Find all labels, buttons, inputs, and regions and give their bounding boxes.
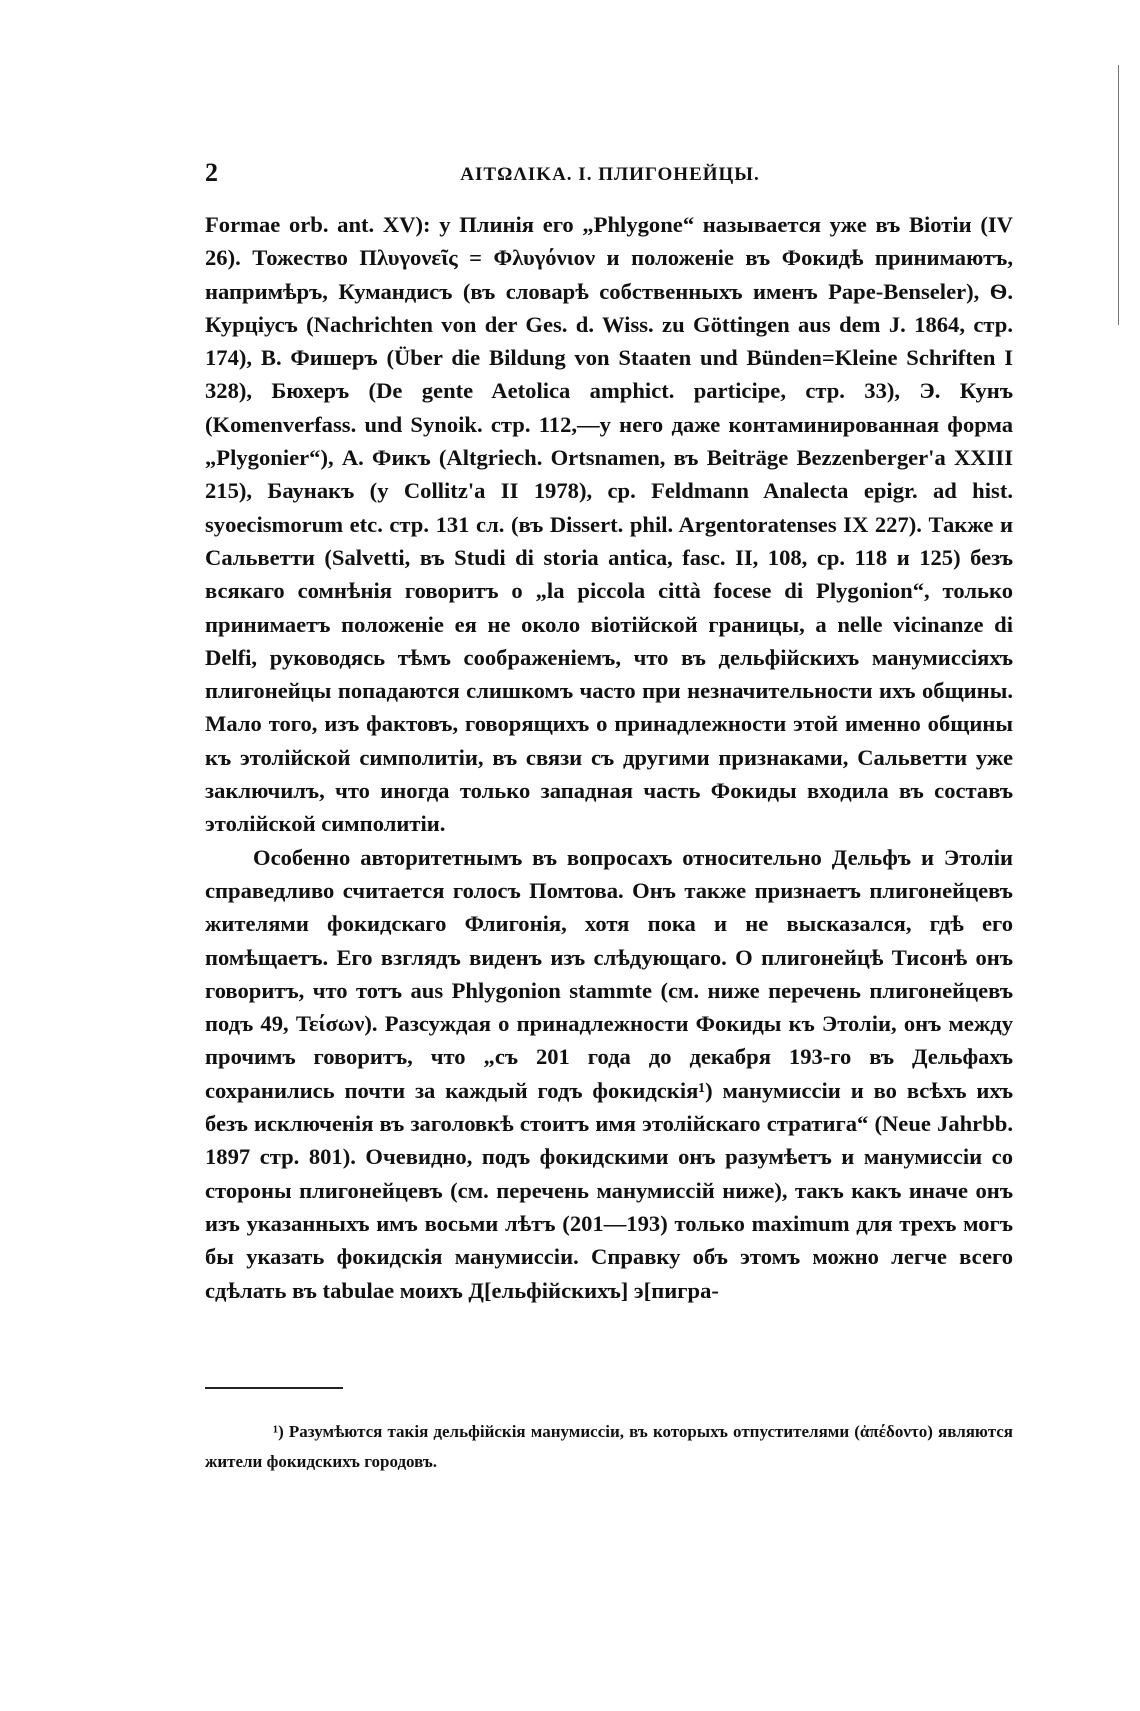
footnote-separator [205, 1387, 343, 1389]
footnote: ¹) Разумѣются такія дельфійскія манумиссіи, въ которыхъ отпустителями (ἀπέδοντο) являются жители фокидскихъ городовъ. [205, 1422, 1013, 1471]
running-head [205, 158, 1015, 198]
page-number: 2 [205, 158, 218, 187]
running-head-title: AITΩΛIKA. I. ПЛИГОНЕЙЦЫ. [460, 164, 760, 185]
paragraph-1: Formae orb. ant. XV): у Плинія его „Phlygone“ называется уже въ Віотіи (IV 26). Тожество Πλυγονεῖς = Φλυγόνιον и положеніе въ Фокидѣ принимаютъ, напримѣръ, Кумандисъ (въ словарѣ собственныхъ именъ Pape-Benseler), Ѳ. Курціусъ (Nachrichten von der Ges. d. Wiss. zu Göttingen aus dem J. 1864, стр. 174), В. Фишеръ (Über die Bildung von Staaten und Bünden=Kleine Schriften I 328), Бюхеръ (De gente Aetolica amphict. participe, стр. 33), Э. Кунъ (Komenverfass. und Synoik. стр. 112,—у него даже контаминированная форма „Plygonier“), А. Фикъ (Altgriech. Ortsnamen, въ Beiträge Bezzenberger'a XXIII 215), Баунакъ (у Collitz'a II 1978), ср. Feldmann Analecta epigr. ad hist. syoecismorum etc. стр. 131 сл. (въ Dissert. phil. Argentoratenses IX 227). Также и Сальветти (Salvetti, въ Studi di storia antica, fasc. II, 108, ср. 118 и 125) безъ всякаго сомнѣнія говоритъ о „la piccola città focese di Plygonion“, только принимаетъ положеніе ея не около віотійской границы, а nelle vicinanze di Delfi, руководясь тѣмъ соображеніемъ, что въ дельфійскихъ манумиссіяхъ плигонейцы попадаются слишкомъ часто при незначительности ихъ общины. Мало того, изъ фактовъ, говорящихъ о принадлежности этой именно общины къ этолійской симполитіи, въ связи съ другими признаками, Сальветти уже заключилъ, что иногда только западная часть Фокиды входила въ составъ этолійской симполитіи. [205, 212, 1013, 837]
paragraph-2: Особенно авторитетнымъ въ вопросахъ относительно Дельфъ и Этоліи справедливо считается голосъ Помтова. Онъ также признаетъ плигонейцевъ жителями фокидскаго Флигонія, хотя пока и не высказался, гдѣ его помѣщаетъ. Его взглядъ виденъ изъ слѣдующаго. О плигонейцѣ Тисонѣ онъ говоритъ, что тотъ aus Phlygonion stammte (см. ниже перечень плигонейцевъ подъ 49, Τείσων). Разсуждая о принадлежности Фокиды къ Этоліи, онъ между прочимъ говоритъ, что „съ 201 года до декабря 193-го въ Дельфахъ сохранились почти за каждый годъ фокидскія¹) манумиссіи и во всѣхъ ихъ безъ исключенія въ заголовкѣ стоитъ имя этолійскаго стратига“ (Neue Jahrbb. 1897 стр. 801). Очевидно, подъ фокидскими онъ разумѣетъ и манумиссіи со стороны плигонейцевъ (см. перечень манумиссій ниже), такъ какъ иначе онъ изъ указанныхъ имъ восьми лѣтъ (201—193) только maximum для трехъ могъ бы указать фокидскія манумиссіи. Справку объ этомъ можно легче всего сдѣлать въ tabulae моихъ Д[ельфійскихъ] э[пигра- [205, 844, 1013, 1303]
page-edge-line [1118, 65, 1119, 325]
main-text [205, 208, 1013, 1307]
